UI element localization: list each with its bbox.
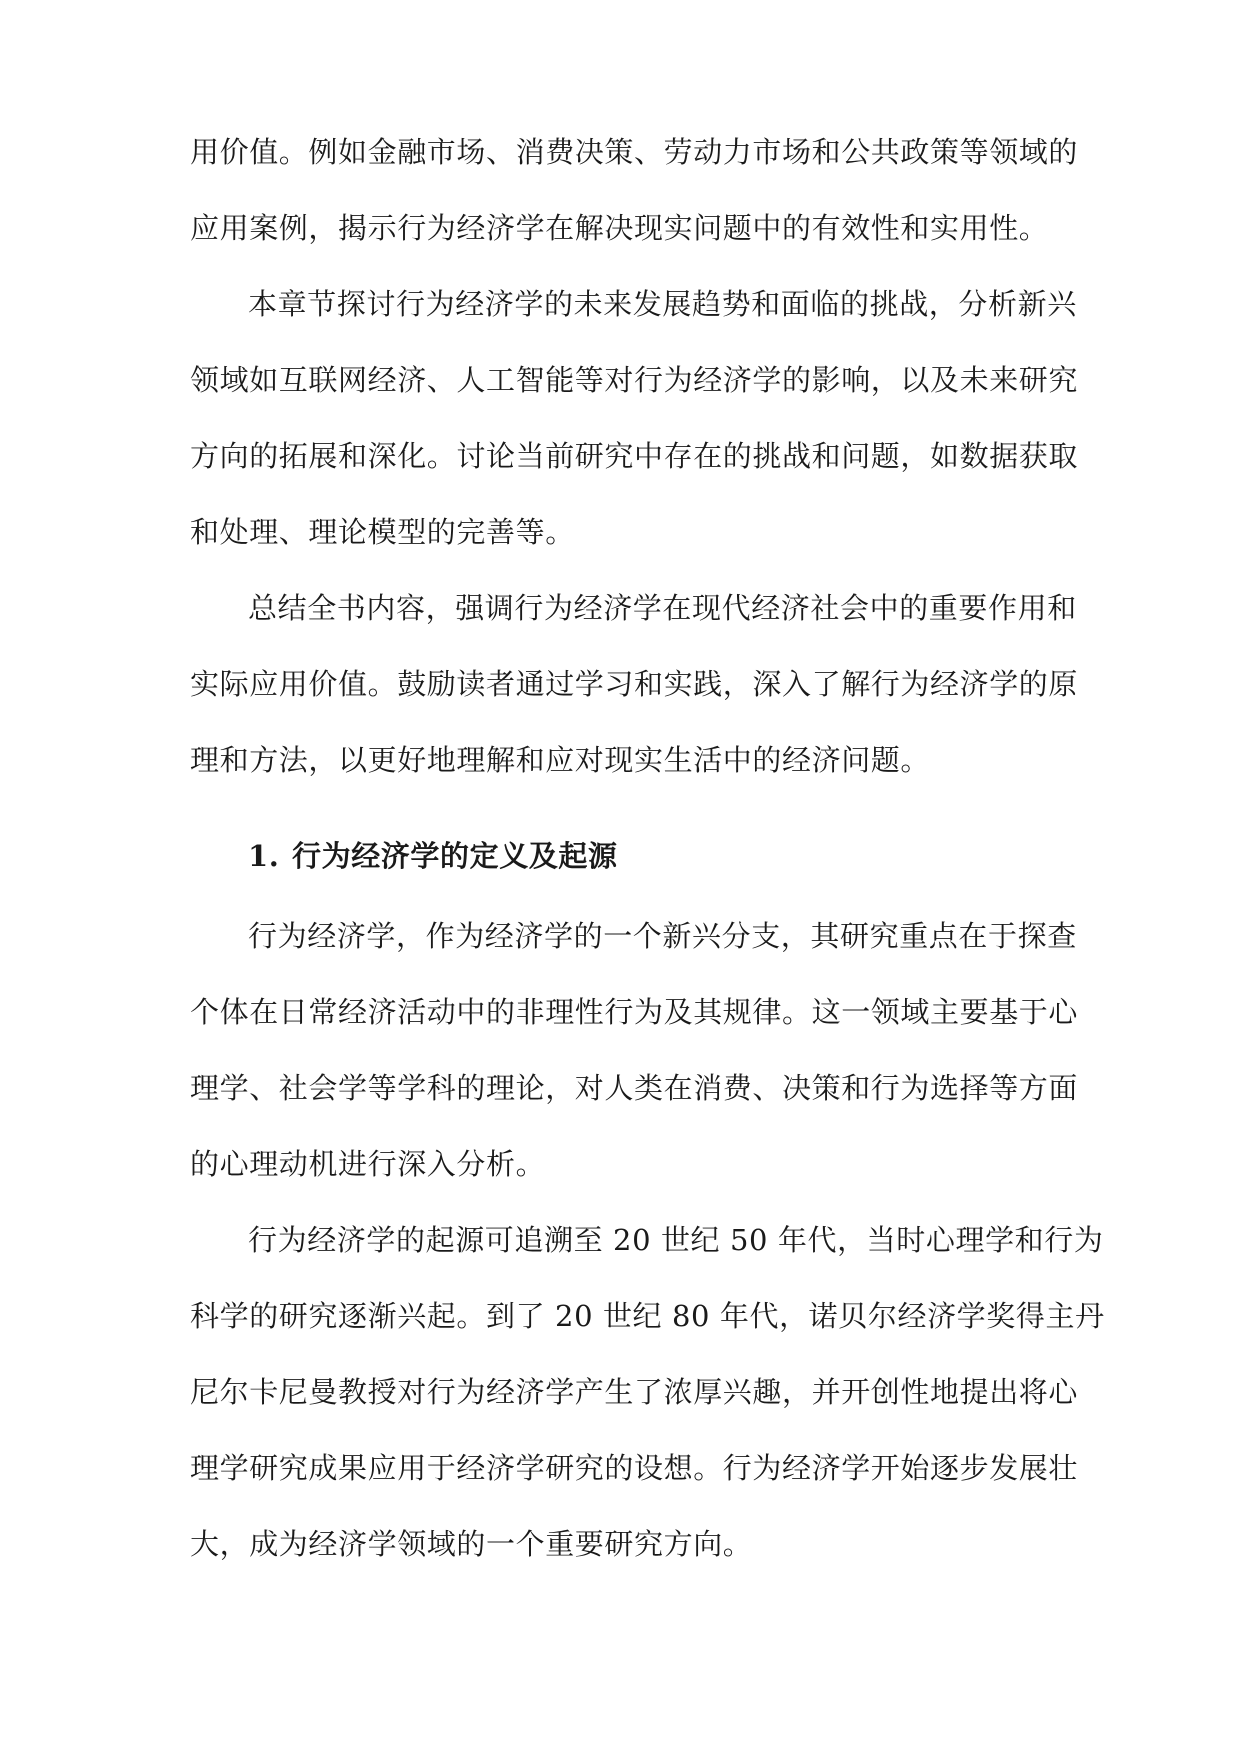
paragraph-3-line-1: 总结全书内容，强调行为经济学在现代经济社会中的重要作用和 [248, 591, 1077, 625]
paragraph-2-line-2: 领域如互联网经济、人工智能等对行为经济学的影响，以及未来研究 [190, 363, 1079, 397]
section-title: 行为经济学的定义及起源 [292, 839, 618, 873]
paragraph-3-line-2: 实际应用价值。鼓励读者通过学习和实践，深入了解行为经济学的原 [190, 667, 1079, 701]
section-paragraph-1-line-4: 的心理动机进行深入分析。 [190, 1147, 546, 1181]
section-paragraph-1-line-2: 个体在日常经济活动中的非理性行为及其规律。这一领域主要基于心 [190, 995, 1079, 1029]
paragraph-1-line-2: 应用案例，揭示行为经济学在解决现实问题中的有效性和实用性。 [190, 211, 1049, 245]
section-paragraph-1-line-3: 理学、社会学等学科的理论，对人类在消费、决策和行为选择等方面 [190, 1071, 1079, 1105]
section-paragraph-2-line-4: 理学研究成果应用于经济学研究的设想。行为经济学开始逐步发展壮 [190, 1451, 1079, 1485]
section-paragraph-2-line-2: 科学的研究逐渐兴起。到了 20 世纪 80 年代，诺贝尔经济学奖得主丹 [190, 1299, 1105, 1333]
paragraph-3-line-3: 理和方法，以更好地理解和应对现实生活中的经济问题。 [190, 743, 931, 777]
paragraph-2-line-4: 和处理、理论模型的完善等。 [190, 515, 575, 549]
section-heading [248, 836, 1060, 876]
paragraph-2-line-1: 本章节探讨行为经济学的未来发展趋势和面临的挑战，分析新兴 [248, 287, 1077, 321]
paragraph-2-line-3: 方向的拓展和深化。讨论当前研究中存在的挑战和问题，如数据获取 [190, 439, 1079, 473]
section-paragraph-2-line-3: 尼尔卡尼曼教授对行为经济学产生了浓厚兴趣，并开创性地提出将心 [190, 1375, 1079, 1409]
section-paragraph-2-line-1: 行为经济学的起源可追溯至 20 世纪 50 年代，当时心理学和行为 [248, 1223, 1104, 1257]
section-number: 1. [248, 839, 280, 873]
section-paragraph-1-line-1: 行为经济学，作为经济学的一个新兴分支，其研究重点在于探查 [248, 919, 1077, 953]
section-paragraph-2-line-5: 大，成为经济学领域的一个重要研究方向。 [190, 1527, 753, 1561]
paragraph-1-line-1: 用价值。例如金融市场、消费决策、劳动力市场和公共政策等领域的 [190, 135, 1079, 169]
